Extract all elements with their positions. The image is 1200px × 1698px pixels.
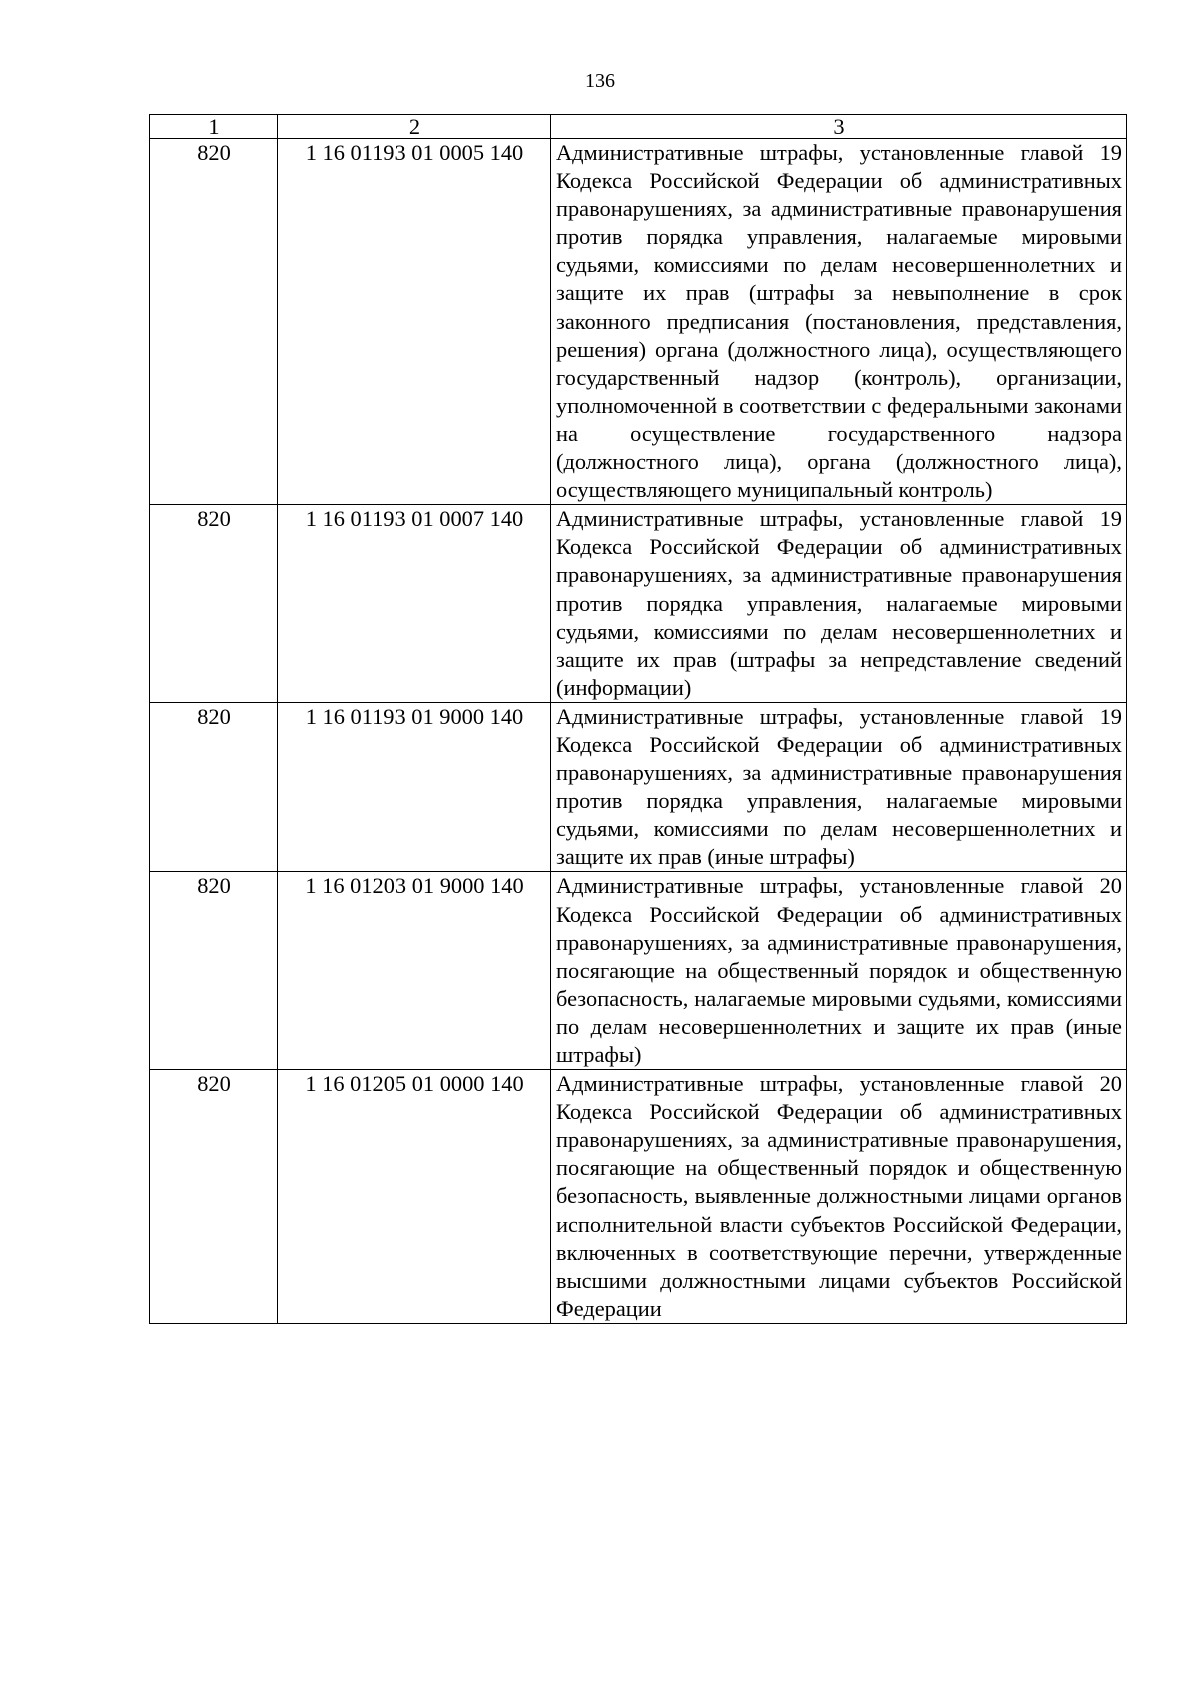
table-row xyxy=(150,139,1127,505)
table-row xyxy=(150,702,1127,872)
table-row xyxy=(150,1070,1127,1324)
description-cell: Административные штрафы, установленные главой 20 Кодекса Российской Федерации об административных правонарушениях, за административные правонарушения, посягающие на общественный порядок и общественную безопасность, налагаемые мировыми судьями, комиссиями по делам несовершеннолетних и защите их прав (иные штрафы) xyxy=(551,872,1127,1070)
admin-code-cell: 820 xyxy=(150,1070,278,1324)
description-cell: Административные штрафы, установленные главой 20 Кодекса Российской Федерации об административных правонарушениях, за административные правонарушения, посягающие на общественный порядок и общественную безопасность, выявленные должностными лицами органов исполнительной власти субъектов Российской Федерации, включенных в соответствующие перечни, утвержденные высшими должностными лицами субъектов Российской Федерации xyxy=(551,1070,1127,1324)
budget-codes-table xyxy=(149,114,1127,1324)
kbk-code-cell: 1 16 01205 01 0000 140 xyxy=(278,1070,551,1324)
admin-code-cell: 820 xyxy=(150,139,278,505)
column-header-1: 1 xyxy=(150,115,278,139)
description-cell: Административные штрафы, установленные главой 19 Кодекса Российской Федерации об административных правонарушениях, за административные правонарушения против порядка управления, налагаемые мировыми судьями, комиссиями по делам несовершеннолетних и защите их прав (штрафы за невыполнение в срок законного предписания (постановления, представления, решения) органа (должностного лица), осуществляющего государственный надзор (контроль), организации, уполномоченной в соответствии с федеральными законами на осуществление государственного надзора (должностного лица), органа (должностного лица), осуществляющего муниципальный контроль) xyxy=(551,139,1127,505)
column-header-3: 3 xyxy=(551,115,1127,139)
table-row xyxy=(150,505,1127,703)
admin-code-cell: 820 xyxy=(150,505,278,703)
table-header-row xyxy=(150,115,1127,139)
kbk-code-cell: 1 16 01193 01 9000 140 xyxy=(278,702,551,872)
kbk-code-cell: 1 16 01193 01 0005 140 xyxy=(278,139,551,505)
page-number: 136 xyxy=(585,70,615,92)
column-header-2: 2 xyxy=(278,115,551,139)
kbk-code-cell: 1 16 01203 01 9000 140 xyxy=(278,872,551,1070)
kbk-code-cell: 1 16 01193 01 0007 140 xyxy=(278,505,551,703)
admin-code-cell: 820 xyxy=(150,702,278,872)
description-cell: Административные штрафы, установленные главой 19 Кодекса Российской Федерации об административных правонарушениях, за административные правонарушения против порядка управления, налагаемые мировыми судьями, комиссиями по делам несовершеннолетних и защите их прав (штрафы за непредставление сведений (информации) xyxy=(551,505,1127,703)
table-row xyxy=(150,872,1127,1070)
description-cell: Административные штрафы, установленные главой 19 Кодекса Российской Федерации об административных правонарушениях, за административные правонарушения против порядка управления, налагаемые мировыми судьями, комиссиями по делам несовершеннолетних и защите их прав (иные штрафы) xyxy=(551,702,1127,872)
admin-code-cell: 820 xyxy=(150,872,278,1070)
